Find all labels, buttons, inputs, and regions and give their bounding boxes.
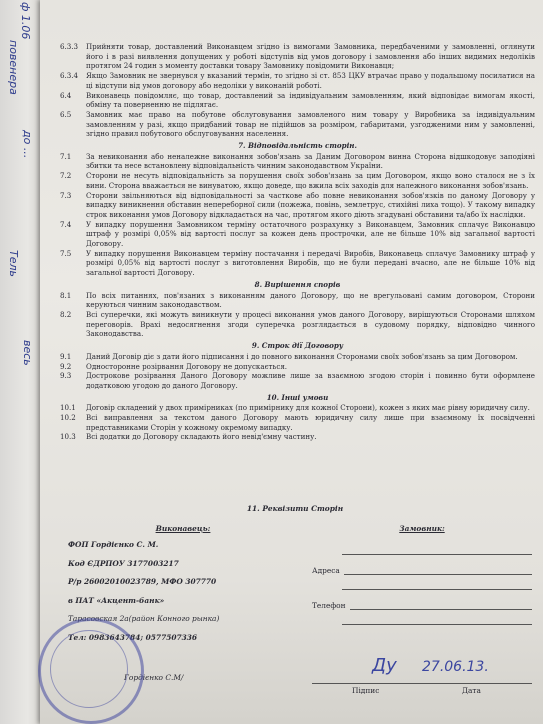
date-caption: Дата <box>462 686 481 695</box>
executor-address: Тарасовская 2а(район Конного рынка) <box>68 614 220 623</box>
phone-label: Телефон <box>312 601 346 610</box>
section-heading: 9. Строк дії Договору <box>251 341 344 351</box>
clause-text: Всі додатки до Договору складають його невід'ємну частину. <box>86 432 317 442</box>
clause <box>60 91 535 110</box>
clause <box>60 249 535 278</box>
clause <box>60 362 535 372</box>
clause-number: 7.5 <box>60 248 72 258</box>
clause <box>60 71 535 90</box>
executor-signer: Гордієнко С.М/ <box>124 673 184 682</box>
margin-note: весь <box>21 340 34 366</box>
clause-text: У випадку порушення Замовником терміну остаточного розрахунку з Виконавцем, Замовник сплачує Виконавцю штраф у розмірі 0,05% від вартості послуг за кожен день прострочки, але не більше 10% від загальної вартості Договору. <box>86 219 535 249</box>
executor-label: Виконавець: <box>155 524 211 533</box>
clause <box>60 432 535 442</box>
executor-bank: в ПАТ «Акцент-банк» <box>68 595 165 605</box>
clause-text: Якщо Замовник не звернувся у вказаний термін, то згідно зі ст. 853 ЦКУ втрачає право у подальшому посилатися на ці відступи від умов договору або недоліки у виконаній роботі. <box>86 71 535 90</box>
clause-number: 9.1 <box>60 351 72 361</box>
handwritten-margin-notes <box>2 0 42 700</box>
clause <box>60 403 535 413</box>
executor-name: ФОП Гордієнко С. М. <box>68 540 159 549</box>
clause-text: Сторони звільняються від відповідальності за часткове або повне невиконання зобов'язків по даному Договору у випадку виникнення обставин непереборної сили (пожежа, повінь, землетрус, стихійні лиха тощо). У такому випадку строк виконання умов Договору відкладається на час, протягом якого діють згадувані обставини та/або їх наслідки. <box>86 190 535 219</box>
clause-number: 9.3 <box>60 371 72 381</box>
clause-text: Дострокове розірвання Даного Договору можливе лише за взаємною згодою сторін і повинно бути оформлене додатковою угодою до даного Договору. <box>86 371 535 390</box>
clause <box>60 191 535 220</box>
clause-text: У випадку порушення Виконавцем терміну постачання і передачі Виробів, Виконавець сплачує Замовнику штраф у розмірі 0,05% від вартості послуг з виготовлення Виробів, що не були передані вчасно, але не більше 10% від загальної вартості Договору. <box>86 248 535 278</box>
clause-number: 6.4 <box>60 90 72 100</box>
clause-number: 10.2 <box>60 413 76 423</box>
signature-line <box>312 635 532 684</box>
margin-note: ф 1.06 <box>19 2 32 40</box>
customer-blank-line <box>342 610 532 625</box>
clause-number: 6.5 <box>60 109 72 119</box>
executor-code: Код ЄДРПОУ 3177003217 <box>68 558 179 568</box>
section-heading: 8. Вирішення спорів <box>254 279 341 289</box>
company-stamp-inner <box>50 630 128 708</box>
contract-body <box>60 42 535 442</box>
signature-captions <box>312 684 532 696</box>
clause-number: 7.2 <box>60 171 72 181</box>
clause-text: Сторони не несуть відповідальність за порушення своїх зобов'язань за цим Договором, якщо воно сталося не з їх вини. Сторона вважається не винуватою, якщо доведе, що вжила всіх заходів для належного виконання зобов'язань. <box>86 171 535 190</box>
clause-text: Замовник має право на побутове обслуговування замовленого ним товару у Виробника за індивідуальним замовленням у разі, якщо придбаний товар не підійшов за розміром, габаритами, узгодженими ним у замовленні, згідно правил побутового обслуговування населення. <box>86 109 535 139</box>
customer-blank-line <box>342 540 532 555</box>
clause-text: Всі виправлення за текстом даного Договору мають юридичну силу лише при взаємному їх посвідченні представниками Сторін у кожному окремому випадку. <box>86 413 535 432</box>
contract-page <box>40 0 543 724</box>
clause <box>60 110 535 139</box>
requisites-title: 11. Реквізити Сторін <box>246 504 344 513</box>
clause-number: 8.2 <box>60 309 72 319</box>
clause-text: По всіх питаннях, пов'язаних з виконанням даного Договору, що не врегульовані самим договором, Сторони керуються чинним законодавством. <box>86 290 535 310</box>
clause <box>60 310 535 339</box>
clause <box>60 413 535 432</box>
requisites-block <box>60 504 530 695</box>
clause <box>60 152 535 171</box>
margin-note: повенера <box>7 40 20 95</box>
clause-text: Прийняти товар, доставлений Виконавцем згідно із вимогами Замовника, передбаченими у замовленні, оглянути його і в разі виявлення допущених у роботі відступів від умов договору і замовлення або інших видимих недоліків протягом 24 годин з моменту доставки товару Замовнику повідомити Виконавця; <box>86 42 535 71</box>
customer-blank-line <box>342 575 532 590</box>
clause-number: 6.3.4 <box>60 71 79 81</box>
clause <box>60 371 535 390</box>
signature-caption: Підпис <box>352 686 380 695</box>
clause-text: Всі суперечки, які можуть виникнути у процесі виконання умов даного Договору, вирішуються Сторонами шляхом переговорів. Врахі недосягнення згоди суперечка розглядається в судовому порядку, відповідно чинного Законодавства. <box>86 309 535 339</box>
clause <box>60 352 535 362</box>
clause-text: Даний Договір діє з дати його підписання і до повного виконання Сторонами своїх зобов'язань за цим Договором. <box>86 351 518 361</box>
clause <box>60 42 535 71</box>
customer-phone-field <box>312 590 532 610</box>
customer-column <box>312 524 532 696</box>
clause-number: 10.3 <box>60 432 76 442</box>
handwritten-signature: Ду <box>372 655 397 676</box>
margin-note: Тель <box>7 250 20 278</box>
clause-text: Односторонне розірвання Договору не допускається. <box>86 361 288 371</box>
clause-number: 8.1 <box>60 290 72 300</box>
clause-number: 7.1 <box>60 151 72 161</box>
clause-number: 9.2 <box>60 361 72 371</box>
clause <box>60 171 535 190</box>
executor-account: Р/р 26002010023789, МФО 307770 <box>68 577 217 586</box>
clause-text: За невиконання або неналежне виконання зобов'язань за Даним Договором винна Сторона відшкодовує заподіяні збитки та несе встановлену відповідальність чинним законодавством України. <box>86 151 535 171</box>
clause-number: 6.3.3 <box>60 42 79 51</box>
executor-phones: Тел: 0983643784; 0577507336 <box>68 632 198 642</box>
address-label: Адреса <box>312 566 340 575</box>
clause-text: Договір складений у двох примірниках (по примірнику для кожної Сторони), кожен з яких має рівну юридичну силу. <box>86 403 530 413</box>
customer-address-field <box>312 555 532 575</box>
handwritten-date: 27.06.13. <box>422 659 489 675</box>
clause-number: 7.4 <box>60 219 72 229</box>
clause-number: 10.1 <box>60 403 76 413</box>
section-heading: 10. Інші умови <box>266 392 329 402</box>
clause <box>60 291 535 310</box>
margin-note: до ... <box>21 130 34 159</box>
section-heading: 7. Відповідальність сторін. <box>238 141 357 151</box>
clause <box>60 220 535 249</box>
customer-label: Замовник: <box>399 524 445 533</box>
clause-number: 7.3 <box>60 190 72 200</box>
clause-text: Виконавець повідомляє, що товар, доставлений за індивідуальним замовленням, який відповідає вимогам якості, обміну та поверненню не підлягає. <box>86 90 535 110</box>
